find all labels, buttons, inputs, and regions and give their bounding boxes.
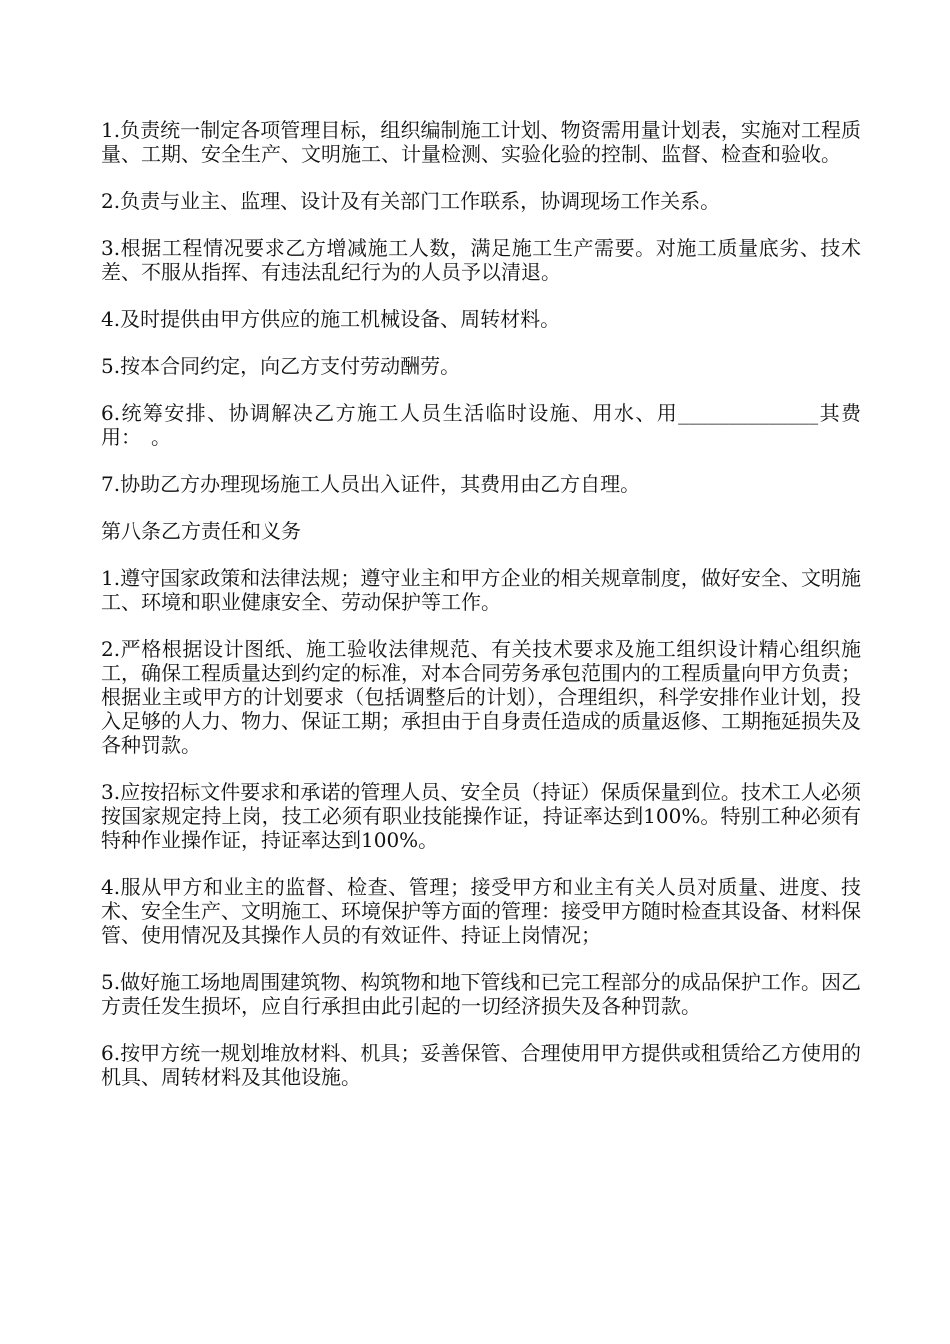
section-clause-paragraph: 5.做好施工场地周围建筑物、构筑物和地下管线和已完工程部分的成品保护工作。因乙方责任发生损坏，应自行承担由此引起的一切经济损失及各种罚款。 bbox=[101, 970, 861, 1018]
clause-paragraph: 3.根据工程情况要求乙方增减施工人数，满足施工生产需要。对施工质量底劣、技术差、不服从指挥、有违法乱纪行为的人员予以清退。 bbox=[101, 236, 861, 284]
section-heading: 第八条乙方责任和义务 bbox=[101, 519, 301, 543]
clause-paragraph: 6.统筹安排、协调解决乙方施工人员生活临时设施、用水、用______________其费用： 。 bbox=[101, 401, 861, 449]
clause-paragraph: 4.及时提供由甲方供应的施工机械设备、周转材料。 bbox=[101, 307, 561, 331]
clause-paragraph: 7.协助乙方办理现场施工人员出入证件，其费用由乙方自理。 bbox=[101, 472, 641, 496]
section-clause-paragraph: 2.严格根据设计图纸、施工验收法律规范、有关技术要求及施工组织设计精心组织施工，确保工程质量达到约定的标准，对本合同劳务承包范围内的工程质量向甲方负责；根据业主或甲方的计划要求（包括调整后的计划），合理组织，科学安排作业计划，投入足够的人力、物力、保证工期；承担由于自身责任造成的质量返修、工期拖延损失及各种罚款。 bbox=[101, 637, 861, 757]
section-clause-paragraph: 4.服从甲方和业主的监督、检查、管理；接受甲方和业主有关人员对质量、进度、技术、安全生产、文明施工、环境保护等方面的管理：接受甲方随时检查其设备、材料保管、使用情况及其操作人员的有效证件、持证上岗情况； bbox=[101, 875, 861, 947]
clause-paragraph: 2.负责与业主、监理、设计及有关部门工作联系，协调现场工作关系。 bbox=[101, 189, 721, 213]
section-clause-paragraph: 1.遵守国家政策和法律法规；遵守业主和甲方企业的相关规章制度，做好安全、文明施工、环境和职业健康安全、劳动保护等工作。 bbox=[101, 566, 861, 614]
clause-paragraph: 1.负责统一制定各项管理目标，组织编制施工计划、物资需用量计划表，实施对工程质量、工期、安全生产、文明施工、计量检测、实验化验的控制、监督、检查和验收。 bbox=[101, 118, 861, 166]
document-page bbox=[101, 118, 861, 1112]
clause-paragraph: 5.按本合同约定，向乙方支付劳动酬劳。 bbox=[101, 354, 461, 378]
section-clause-paragraph: 6.按甲方统一规划堆放材料、机具；妥善保管、合理使用甲方提供或租赁给乙方使用的机具、周转材料及其他设施。 bbox=[101, 1041, 861, 1089]
section-clause-paragraph: 3.应按招标文件要求和承诺的管理人员、安全员（持证）保质保量到位。技术工人必须按国家规定持上岗，技工必须有职业技能操作证，持证率达到100%。特别工种必须有特种作业操作证，持证率达到100%。 bbox=[101, 780, 861, 852]
